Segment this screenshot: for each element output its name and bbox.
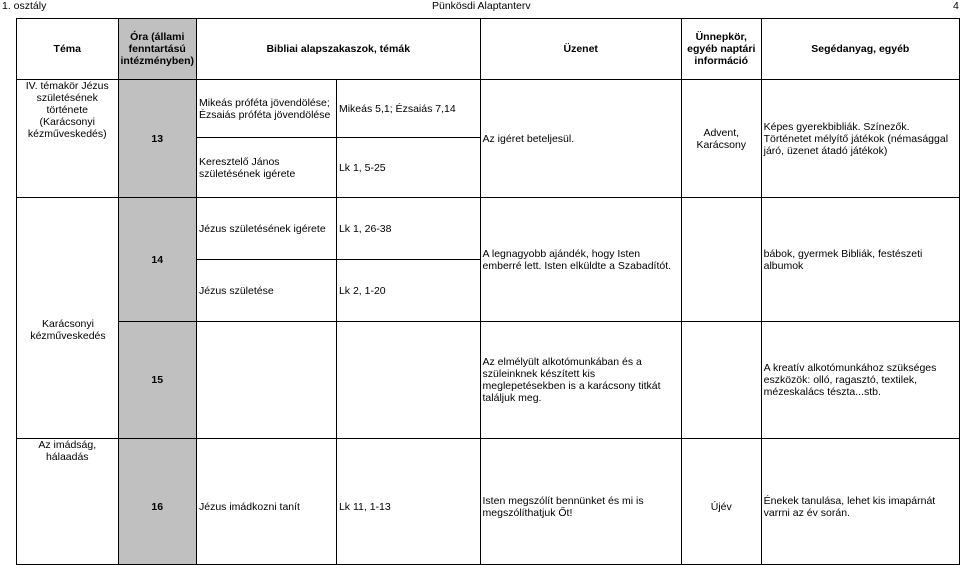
ora-cell: 16 <box>118 439 197 565</box>
class-label: 1. osztály <box>2 0 47 12</box>
table-row <box>17 322 960 359</box>
col-tema: Téma <box>17 19 119 80</box>
uzenet-cell: Isten megszólít bennünket és mi is megszólíthatjuk Őt! <box>480 439 681 565</box>
topic-cell: Jézus születése <box>197 260 337 322</box>
reference-cell: Mikeás 5,1; Ézsaiás 7,14 <box>336 80 480 138</box>
topic-cell: Mikeás próféta jövendölése; Ézsaiás próféta jövendölése <box>197 80 337 138</box>
reference-cell: Lk 11, 1-13 <box>336 439 480 565</box>
ora-cell: 14 <box>118 198 197 322</box>
tema-text: Az imádság, hálaadás <box>38 439 97 463</box>
page-number: 4 <box>953 0 959 12</box>
unnepkor-cell-empty <box>681 198 761 322</box>
segedanyag-cell: bábok, gyermek Bibliák, festészeti albumok <box>761 198 959 322</box>
topic-cell: Jézus születésének igérete <box>197 198 337 260</box>
reference-cell-empty <box>336 322 480 439</box>
unnepkor-cell: Újév <box>681 439 761 565</box>
reference-cell: Lk 1, 26-38 <box>336 198 480 260</box>
reference-cell: Lk 1, 5-25 <box>336 138 480 198</box>
table-row <box>17 80 960 138</box>
ora-cell: 13 <box>118 80 197 198</box>
uzenet-cell: Az igéret beteljesül. <box>480 80 681 198</box>
table-row <box>17 198 960 260</box>
topic-cell-empty <box>197 322 337 439</box>
curriculum-title: Pünkösdi Alaptanterv <box>432 0 531 12</box>
col-segedanyag: Segédanyag, egyéb <box>761 19 959 80</box>
col-uzenet: Üzenet <box>480 19 681 80</box>
ora-cell: 15 <box>118 322 197 439</box>
col-ora: Óra (állami fenntartású intézményben) <box>118 19 197 80</box>
page-header <box>0 0 960 14</box>
col-unnepkor: Ünnepkör, egyéb naptári információ <box>681 19 761 80</box>
unnepkor-cell: Advent, Karácsony <box>681 80 761 198</box>
col-bibliai: Bibliai alapszakaszok, témák <box>197 19 481 80</box>
uzenet-cell: Az elmélyült alkotómunkában és a szüleinknek készített kis meglepetésekben is a karácsony titkát találjuk meg. <box>480 322 681 439</box>
tema-cell <box>17 439 119 565</box>
segedanyag-cell: A kreatív alkotómunkához szükséges eszközök: olló, ragasztó, textilek, mézeskalács tészta...stb. <box>761 322 959 439</box>
curriculum-table <box>16 18 960 565</box>
reference-cell: Lk 2, 1-20 <box>336 260 480 322</box>
header-row <box>17 19 960 80</box>
uzenet-cell: A legnagyobb ajándék, hogy Isten emberré lett. Isten elküldte a Szabadítót. <box>480 198 681 322</box>
topic-cell: Jézus imádkozni tanít <box>197 439 337 565</box>
tema-text: IV. témakör Jézus születésének története (Karácsonyi kézműveskedés) <box>25 80 109 140</box>
tema-text-karacsonyi: Karácsonyi kézműveskedés <box>30 318 106 342</box>
tema-cell <box>17 80 119 198</box>
segedanyag-cell: Képes gyerekbibliák. Színezők. Történetet mélyítő játékok (némasággal járó, üzenet átadó játékok) <box>761 80 959 198</box>
topic-cell: Keresztelő János születésének igérete <box>197 138 337 198</box>
table-row <box>17 439 960 565</box>
unnepkor-cell-empty <box>681 322 761 439</box>
segedanyag-cell: Énekek tanulása, lehet kis imapárnát varrni az év során. <box>761 439 959 565</box>
